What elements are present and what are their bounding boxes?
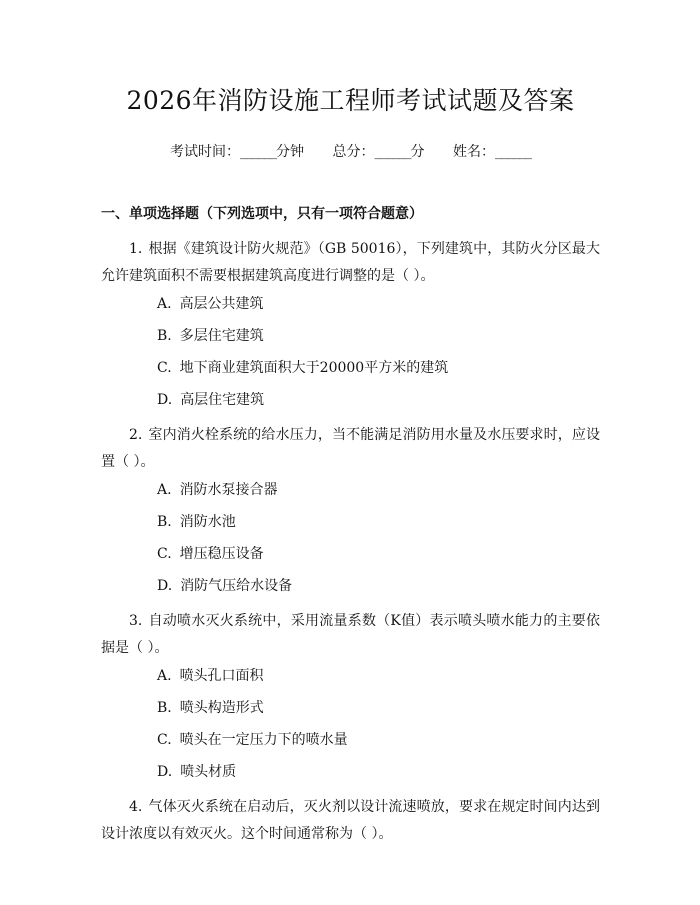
- option-text: 增压稳压设备: [179, 546, 264, 562]
- option-letter: B.: [157, 328, 172, 344]
- option-text: 喷头孔口面积: [179, 668, 264, 684]
- option-text: 高层住宅建筑: [180, 392, 265, 408]
- option-text: 喷头材质: [180, 764, 237, 780]
- exam-score-label: 总分：: [332, 144, 375, 160]
- option-letter: A.: [157, 296, 172, 312]
- question-1-options: [101, 294, 600, 410]
- option-c: [101, 544, 600, 564]
- option-letter: D.: [157, 578, 173, 594]
- exam-meta: [101, 142, 600, 162]
- option-letter: B.: [157, 514, 172, 530]
- option-text: 消防水泵接合器: [179, 482, 278, 498]
- question-text: 自动喷水灭火系统中，采用流量系数（K值）表示喷头喷水能力的主要依据是（ ）。: [101, 613, 600, 656]
- option-d: [101, 576, 600, 596]
- question-text: 气体灭火系统在启动后，灭火剂以设计流速喷放，要求在规定时间内达到设计浓度以有效灭火。这个时间通常称为（ ）。: [101, 799, 600, 842]
- exam-score-unit: 分: [410, 144, 425, 160]
- question-number: 1.: [129, 241, 143, 257]
- question-number: 3.: [129, 613, 143, 629]
- exam-time-label: 考试时间：: [170, 144, 241, 160]
- exam-score-blank: ______: [374, 144, 411, 160]
- option-d: [101, 762, 600, 782]
- option-text: 消防水池: [179, 514, 236, 530]
- option-text: 地下商业建筑面积大于20000平方米的建筑: [179, 360, 449, 376]
- option-text: 喷头构造形式: [179, 700, 264, 716]
- option-letter: C.: [157, 360, 172, 376]
- question-3: [101, 608, 600, 662]
- option-text: 高层公共建筑: [179, 296, 264, 312]
- option-a: [101, 294, 600, 314]
- page-title: 2026年消防设施工程师考试试题及答案: [126, 86, 575, 115]
- option-letter: C.: [157, 732, 172, 748]
- question-4: [101, 794, 600, 848]
- option-letter: A.: [157, 482, 172, 498]
- option-a: [101, 480, 600, 500]
- option-b: [101, 326, 600, 346]
- exam-name: [453, 144, 531, 160]
- option-letter: D.: [157, 392, 173, 408]
- section-title: 一、单项选择题（下列选项中，只有一项符合题意）: [101, 206, 423, 222]
- option-letter: D.: [157, 764, 173, 780]
- exam-time-unit: 分钟: [276, 144, 305, 160]
- option-letter: B.: [157, 700, 172, 716]
- option-d: [101, 390, 600, 410]
- question-number: 4.: [129, 799, 143, 815]
- exam-name-label: 姓名：: [452, 144, 495, 160]
- exam-score: [333, 144, 425, 160]
- question-text: 根据《建筑设计防火规范》（GB 50016），下列建筑中，其防火分区最大允许建筑面积不需要根据建筑高度进行调整的是（ ）。: [101, 241, 600, 284]
- question-3-options: [101, 666, 600, 782]
- exam-name-blank: ______: [494, 144, 531, 160]
- question-1: [101, 236, 600, 290]
- option-b: [101, 698, 600, 718]
- option-c: [101, 730, 600, 750]
- option-a: [101, 666, 600, 686]
- question-number: 2.: [129, 427, 143, 443]
- question-2: [101, 422, 600, 476]
- question-text: 室内消火栓系统的给水压力，当不能满足消防用水量及水压要求时，应设置（ ）。: [101, 427, 600, 470]
- option-b: [101, 512, 600, 532]
- option-letter: C.: [157, 546, 172, 562]
- question-2-options: [101, 480, 600, 596]
- option-c: [101, 358, 600, 378]
- exam-time-blank: ______: [240, 144, 277, 160]
- option-text: 喷头在一定压力下的喷水量: [179, 732, 348, 748]
- option-text: 多层住宅建筑: [179, 328, 264, 344]
- exam-time: [170, 144, 304, 160]
- option-letter: A.: [157, 668, 172, 684]
- option-text: 消防气压给水设备: [180, 578, 293, 594]
